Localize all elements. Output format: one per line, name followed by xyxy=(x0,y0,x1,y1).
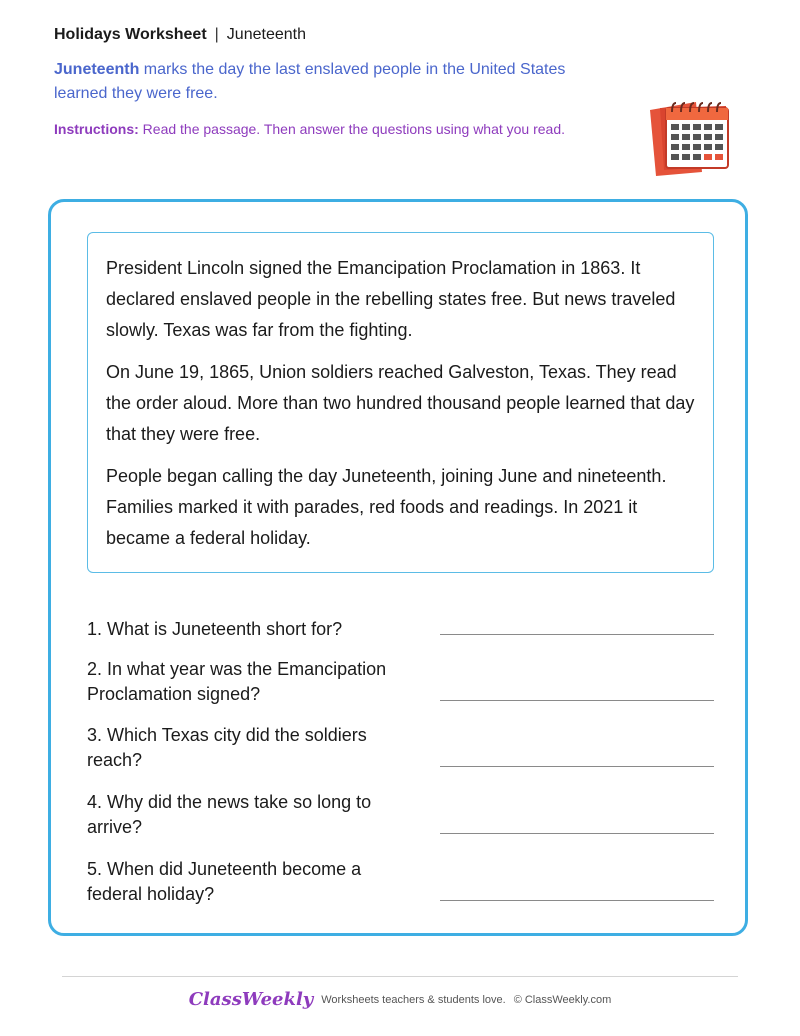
instructions-body: Read the passage. Then answer the questions using what you read. xyxy=(138,121,566,137)
question-5: 5. When did Juneteenth become a federal holiday? xyxy=(87,859,362,904)
question-2: 2. In what year was the Emancipation Proclamation signed? xyxy=(87,659,387,704)
answer-line-4[interactable] xyxy=(440,833,714,834)
footer-copyright: © ClassWeekly.com xyxy=(513,994,612,1006)
passage-paragraph-1: President Lincoln signed the Emancipation Proclamation in 1863. It declared enslaved people in the rebelling states free. But news traveled slowly. Texas was far from the fighting. xyxy=(106,258,676,340)
instructions-label: Instructions: xyxy=(54,121,139,137)
worksheet-header xyxy=(54,26,306,44)
worksheet-title: Holidays Worksheet xyxy=(54,26,207,43)
brand-logo: ClassWeekly xyxy=(188,989,314,1010)
passage-paragraph-3: People began calling the day Juneteenth, joining June and nineteenth. Families marked it with parades, red foods and readings. In 2021 it became a federal holiday. xyxy=(106,466,667,548)
intro-text xyxy=(54,58,574,106)
passage-paragraph-2: On June 19, 1865, Union soldiers reached Galveston, Texas. They read the order aloud. More than two hundred thousand people learned that day that they were free. xyxy=(106,362,695,444)
footer-divider xyxy=(62,976,738,977)
header-separator: | xyxy=(214,26,219,43)
footer-tagline: Worksheets teachers & students love. xyxy=(321,994,506,1006)
answer-line-2[interactable] xyxy=(440,700,714,701)
instructions xyxy=(54,118,584,140)
reading-passage xyxy=(87,232,714,573)
worksheet-topic: Juneteenth xyxy=(226,26,306,43)
question-4: 4. Why did the news take so long to arrive? xyxy=(87,792,372,837)
answer-line-3[interactable] xyxy=(440,766,714,767)
question-3: 3. Which Texas city did the soldiers reach? xyxy=(87,725,367,770)
intro-keyword: Juneteenth xyxy=(54,61,140,78)
question-1: 1. What is Juneteenth short for? xyxy=(87,619,343,639)
answer-line-5[interactable] xyxy=(440,900,714,901)
footer xyxy=(0,989,800,1010)
answer-line-1[interactable] xyxy=(440,634,714,635)
intro-body: marks the day the last enslaved people in the United States learned they were free. xyxy=(54,61,566,102)
calendar-icon xyxy=(640,96,736,180)
